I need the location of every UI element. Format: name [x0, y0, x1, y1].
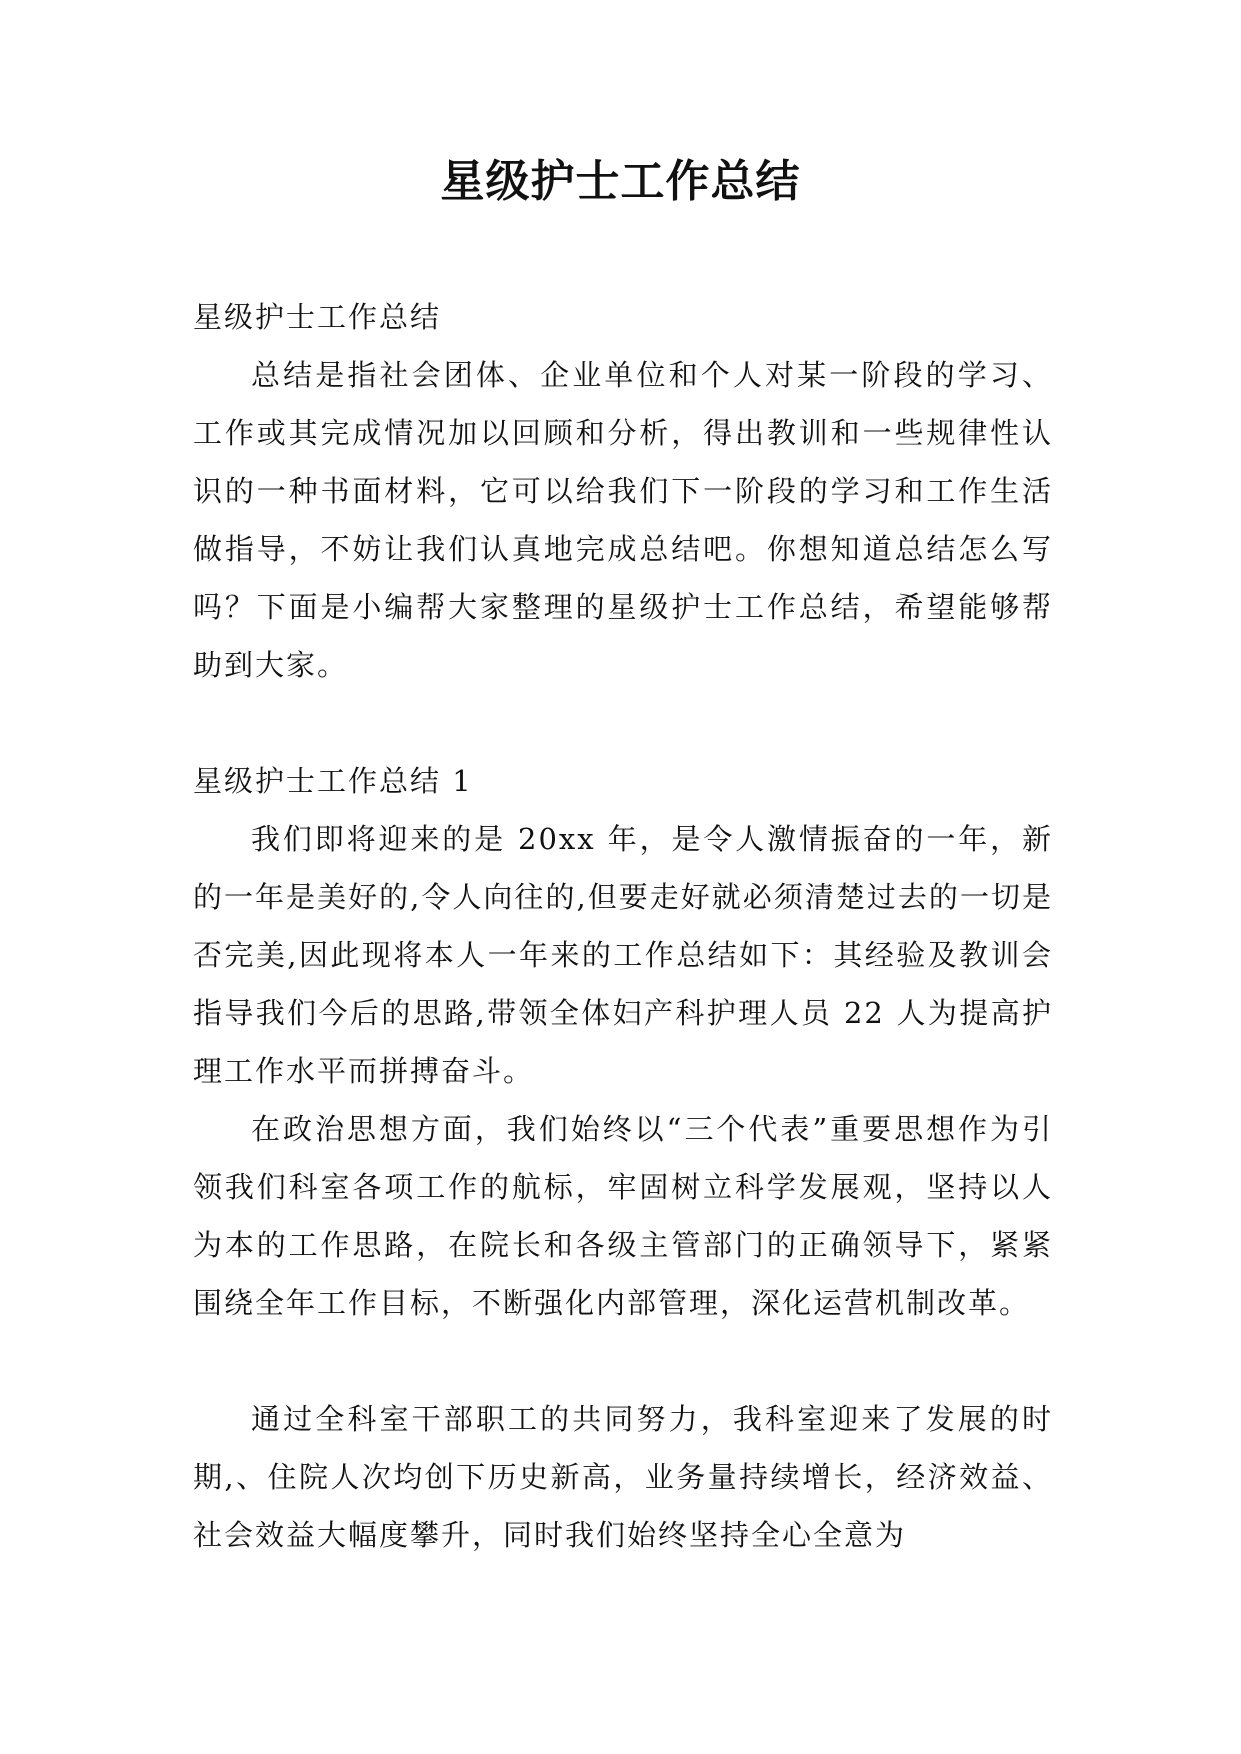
section-heading-1: 星级护士工作总结 1 — [193, 764, 473, 798]
document-title: 星级护士工作总结 — [440, 156, 801, 207]
body-paragraph: 我们即将迎来的是 20xx 年，是令人激情振奋的一年，新的一年是美好的,令人向往的,但要走好就必须清楚过去的一切是否完美,因此现将本人一年来的工作总结如下：其经验及教训会指导我们今后的思路,带领全体妇产科护理人员 22 人为提高护理工作水平而拼搏奋斗。 — [193, 822, 1053, 1088]
intro-paragraph: 总结是指社会团体、企业单位和个人对某一阶段的学习、工作或其完成情况加以回顾和分析，得出教训和一些规律性认识的一种书面材料，它可以给我们下一阶段的学习和工作生活做指导，不妨让我们认真地完成总结吧。你想知道总结怎么写吗？下面是小编帮大家整理的星级护士工作总结，希望能够帮助到大家。 — [193, 358, 1053, 682]
body-paragraph: 在政治思想方面，我们始终以“三个代表”重要思想作为引领我们科室各项工作的航标，牢固树立科学发展观，坚持以人为本的工作思路，在院长和各级主管部门的正确领导下，紧紧围绕全年工作目标，不断强化内部管理，深化运营机制改革。 — [193, 1112, 1053, 1320]
body-paragraph: 通过全科室干部职工的共同努力，我科室迎来了发展的时期,、住院人次均创下历史新高，业务量持续增长，经济效益、社会效益大幅度攀升，同时我们始终坚持全心全意为 — [193, 1402, 1053, 1552]
document-subtitle: 星级护士工作总结 — [193, 300, 442, 334]
